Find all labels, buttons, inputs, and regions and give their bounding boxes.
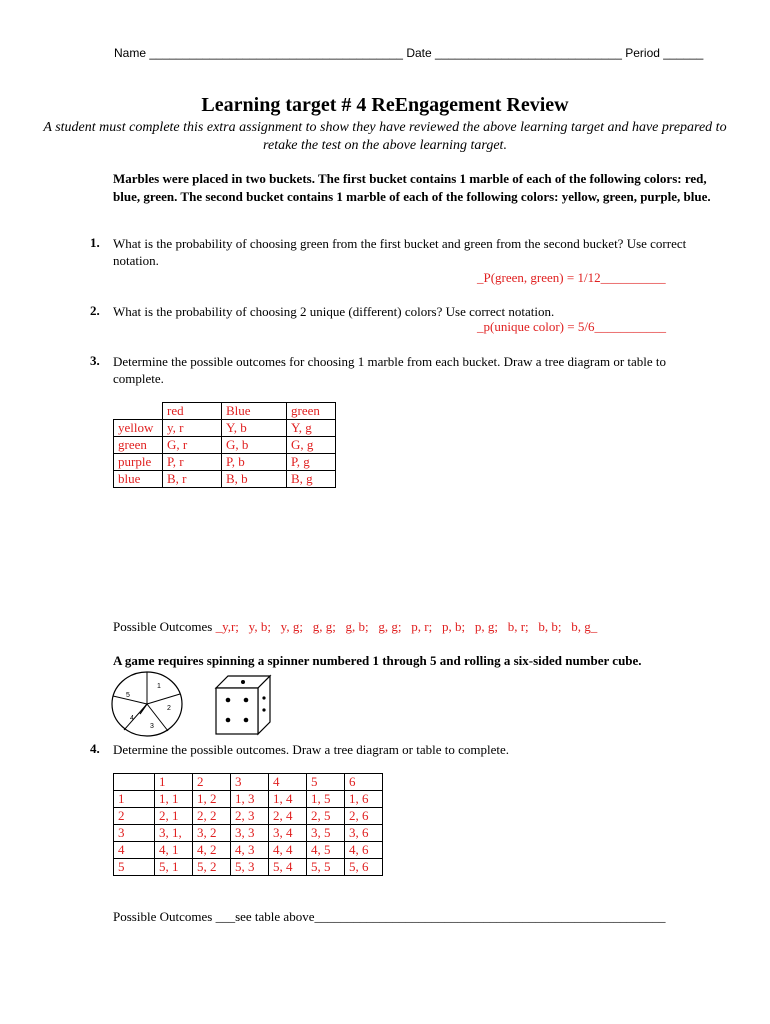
outcomes-label: Possible Outcomes — [113, 909, 216, 924]
question-4-number: 4. — [90, 741, 100, 756]
table-cell: G, g — [287, 437, 336, 454]
table-cell: 4, 4 — [269, 842, 307, 859]
table-header-cell: Blue — [222, 403, 287, 420]
cube-pip — [226, 698, 231, 703]
table-cell: 3, 5 — [307, 825, 345, 842]
table-cell: 4, 3 — [231, 842, 269, 859]
table-cell: 5, 6 — [345, 859, 383, 876]
cube-front-face — [216, 688, 258, 734]
table-cell: P, g — [287, 454, 336, 471]
table-cell: 1, 4 — [269, 791, 307, 808]
question-3-text: Determine the possible outcomes for choosing 1 marble from each bucket. Draw a tree diagram or table to complete. — [113, 354, 667, 386]
header-line — [114, 46, 703, 60]
row-label-cell: 3 — [114, 825, 155, 842]
possible-outcomes-1 — [113, 619, 597, 635]
table-cell: B, g — [287, 471, 336, 488]
table-cell: 3, 4 — [269, 825, 307, 842]
period-label: Period — [625, 46, 660, 60]
table-cell: 3, 3 — [231, 825, 269, 842]
outcomes-label: Possible Outcomes — [113, 619, 216, 634]
table-cell: 2, 3 — [231, 808, 269, 825]
name-label: Name — [114, 46, 147, 60]
row-label-cell: 4 — [114, 842, 155, 859]
date-label: Date — [406, 46, 432, 60]
table-cell: P, b — [222, 454, 287, 471]
possible-outcomes-2 — [113, 909, 665, 925]
question-1-answer: _P(green, green) = 1/12__________ — [477, 270, 666, 285]
table-header-cell: red — [163, 403, 222, 420]
page-subtitle: A student must complete this extra assignment to show they have reviewed the above learning target and have prepared to retake the test on the above learning target. — [43, 120, 727, 153]
table-header-cell: 2 — [193, 774, 231, 791]
outcomes-answer: _y,r; y, b; y, g; g, g; g, b; g, g; p, r; p, b; p, g; b, r; b, b; b, g_ — [215, 619, 598, 634]
table-row — [114, 471, 336, 488]
cube-pip — [241, 680, 245, 684]
spinner-number: 4 — [130, 715, 134, 722]
spinner-number: 3 — [150, 723, 154, 730]
cube-pip — [262, 708, 265, 711]
table-cell: 1, 3 — [231, 791, 269, 808]
period-field[interactable]: ______ — [663, 46, 704, 60]
question-2-answer: _p(unique color) = 5/6___________ — [477, 319, 666, 334]
table-header-cell: 6 — [345, 774, 383, 791]
intro-paragraph: Marbles were placed in two buckets. The first bucket contains 1 marble of each of the following colors: red, blue, green. The second bucket contains 1 marble of each of the following colors: yellow, green, purple, blue. — [113, 171, 711, 204]
table-cell: P, r — [163, 454, 222, 471]
table-cell: 5, 2 — [193, 859, 231, 876]
cube-pip — [226, 718, 231, 723]
table-cell: 5, 4 — [269, 859, 307, 876]
table-cell: 1, 2 — [193, 791, 231, 808]
date-field[interactable]: ____________________________ — [435, 46, 622, 60]
table-cell: 1, 5 — [307, 791, 345, 808]
table-cell: 4, 6 — [345, 842, 383, 859]
table-cell: Y, b — [222, 420, 287, 437]
table-cell: 2, 1 — [155, 808, 193, 825]
table-cell: 2, 2 — [193, 808, 231, 825]
table-cell: 4, 5 — [307, 842, 345, 859]
table-cell: 5, 3 — [231, 859, 269, 876]
table-cell: B, b — [222, 471, 287, 488]
spinner-cube-outcomes-table — [113, 773, 383, 876]
table-cell: 4, 1 — [155, 842, 193, 859]
row-label-cell: 2 — [114, 808, 155, 825]
question-1-text: What is the probability of choosing green from the first bucket and green from the second bucket? Use correct notation. — [113, 236, 687, 268]
table-cell: 5, 5 — [307, 859, 345, 876]
question-2-text: What is the probability of choosing 2 unique (different) colors? Use correct notation. — [113, 304, 555, 319]
table-cell: 1, 1 — [155, 791, 193, 808]
cube-pip — [244, 698, 249, 703]
table-row — [114, 825, 383, 842]
table-cell: 3, 2 — [193, 825, 231, 842]
question-3-number: 3. — [90, 353, 100, 368]
table-header-cell: 1 — [155, 774, 193, 791]
table-cell: 1, 6 — [345, 791, 383, 808]
table-cell: 3, 1, — [155, 825, 193, 842]
row-label-cell: yellow — [114, 420, 163, 437]
table-cell: Y, g — [287, 420, 336, 437]
table-corner-cell — [114, 403, 163, 420]
name-field[interactable]: ______________________________________ — [149, 46, 403, 60]
table-cell: 2, 5 — [307, 808, 345, 825]
table-cell: y, r — [163, 420, 222, 437]
question-1-number: 1. — [90, 235, 100, 250]
question-2-number: 2. — [90, 303, 100, 318]
table-corner-cell — [114, 774, 155, 791]
table-header-cell: 3 — [231, 774, 269, 791]
outcomes-answer: ___see table above______________________________________________________ — [215, 909, 666, 924]
table-header-cell: 5 — [307, 774, 345, 791]
page-title: Learning target # 4 ReEngagement Review — [201, 94, 569, 116]
marble-outcomes-table — [113, 402, 336, 488]
table-row — [114, 859, 383, 876]
row-label-cell: purple — [114, 454, 163, 471]
table-row — [114, 420, 336, 437]
spinner-number: 5 — [126, 692, 130, 699]
table-row — [114, 842, 383, 859]
table-header-cell: 4 — [269, 774, 307, 791]
table-cell: G, b — [222, 437, 287, 454]
spinner-number: 1 — [157, 683, 161, 690]
row-label-cell: 1 — [114, 791, 155, 808]
table-row — [114, 437, 336, 454]
table-cell: 2, 4 — [269, 808, 307, 825]
spinner-icon — [110, 670, 186, 738]
row-label-cell: green — [114, 437, 163, 454]
table-header-row — [114, 774, 383, 791]
game-description: A game requires spinning a spinner numbered 1 through 5 and rolling a six-sided number cube. — [113, 653, 642, 668]
spinner-number: 2 — [167, 705, 171, 712]
table-cell: 5, 1 — [155, 859, 193, 876]
cube-pip — [262, 696, 265, 699]
table-cell: 2, 6 — [345, 808, 383, 825]
table-cell: B, r — [163, 471, 222, 488]
table-row — [114, 808, 383, 825]
question-4-text: Determine the possible outcomes. Draw a tree diagram or table to complete. — [113, 742, 509, 757]
row-label-cell: blue — [114, 471, 163, 488]
row-label-cell: 5 — [114, 859, 155, 876]
table-header-row — [114, 403, 336, 420]
table-cell: G, r — [163, 437, 222, 454]
table-cell: 3, 6 — [345, 825, 383, 842]
cube-pip — [244, 718, 249, 723]
table-row — [114, 454, 336, 471]
table-cell: 4, 2 — [193, 842, 231, 859]
table-row — [114, 791, 383, 808]
number-cube-icon — [214, 674, 272, 736]
table-header-cell: green — [287, 403, 336, 420]
